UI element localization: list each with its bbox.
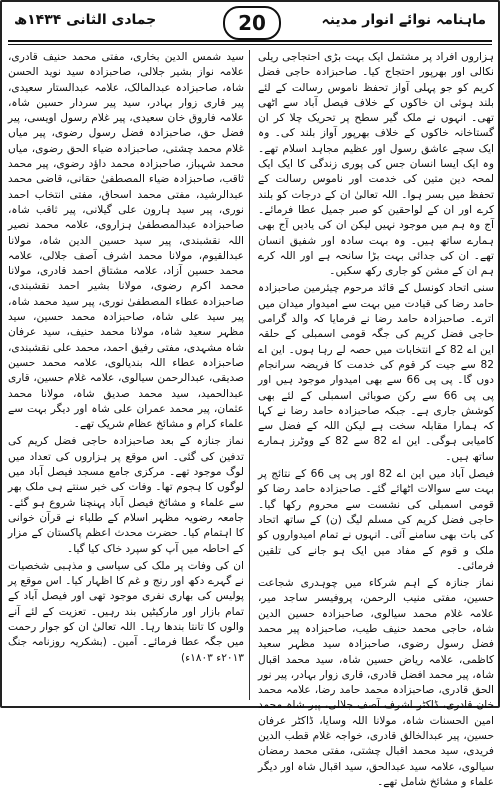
paragraph: سنی اتحاد کونسل کے قائد مرحوم چیئرمین صاحبزادہ حامد رضا کی قیادت میں بہت سے امیدوار میدان میں اترے۔ صاحبزادہ حامد رضا نے فرمایا کہ والد گرامی حاجی فضل کریم کی جگہ قومی اسمبلی کے حلقہ این اے 82 کے انتخابات میں حصہ لے رہا ہوں۔ این اے 82 سے جیت کر قوم کی خدمت کا فریضہ سرانجام دوں گا۔ پی پی 66 سے بھی امیدوار موجود ہیں اور پی پی 66 سے رکن صوبائی اسمبلی کے لئے بھی کوشش جاری ہے۔ جبکہ صاحبزادہ حامد رضا نے کہا کہ ہمارا مقابلہ سخت ہے لیکن اللہ کے فضل سے کامیابی ہوگی۔ این اے 82 سے 82 کے ووٹرز ہمارے ساتھ ہیں۔: [258, 282, 495, 463]
magazine-title: ماہنامہ نوائے انوار مدینہ: [321, 12, 486, 28]
paragraph: فیصل آباد میں این اے 82 اور پی پی 66 کے نتائج پر بہت سے سوالات اٹھائے گئے۔ صاحبزادہ حامد رضا کو قومی اسمبلی کی نشست سے محروم رکھا گیا۔ حاجی فضل کریم کی مسلم لیگ (ن) کے ساتھ اتحاد کی بات بھی سامنے آئی۔ انہوں نے تمام امیدواروں کو ملک و قوم کے مفاد میں ایک ہو جانے کی تلقین فرمائی۔: [258, 468, 495, 572]
left-column: [8, 50, 244, 700]
paragraph: نماز جنازہ کے بعد صاحبزادہ حاجی فضل کریم کی تدفین کی گئی۔ اس موقع پر ہزاروں کی تعداد میں لوگ موجود تھے۔ مرکزی جامع مسجد فیصل آباد میں لوگوں کا ہجوم تھا۔ وفات کی خبر سنتے ہی ملک بھر سے علماء و مشائخ فیصل آباد پہنچنا شروع ہو گئے۔ جامعہ رضویہ مظہر اسلام کے طلباء نے قرآن خوانی کا اہتمام کیا۔ حضرت محدث اعظم پاکستان کے مزار کے احاطہ میں آپ کو سپرد خاک کیا گیا۔: [8, 435, 244, 555]
header-rule: [8, 40, 492, 42]
paragraph: سید شمس الدین بخاری، مفتی محمد حنیف قادری، علامہ نواز بشیر جلالی، صاحبزادہ سید نوید الحسن شاہ، صاحبزادہ عبدالمالک، علامہ عبدالستار سعیدی، پیر قاری زوار بہادر، سید پیر سردار حسین شاہ، علامہ فاروق خان سعیدی، پیر غلام رسول اویسی، پیر فضل حق، صاحبزادہ فضل رسول رضوی، پیر میاں غلام محمد چشتی، صاحبزادہ ضیاء الحق رضوی، میاں محمد شہباز، صاحبزادہ محمد داؤد رضوی، پیر محمد ثاقب، صاحبزادہ ضیاء المصطفیٰ حقانی، قاضی محمد عبدالرشید، مفتی محمد اسحاق، مفتی انتخاب احمد نوری، پیر سید ہارون علی گیلانی، پیر ثاقب شاہ، صاحبزادہ عبدالمصطفیٰ ہزاروی، علامہ محمد نصیر اللہ نقشبندی، پیر سید حسین الدین شاہ، مولانا عبدالقیوم، مولانا محمد اشرف آصف جلالی، علامہ محمد حسین آزاد، علامہ مشتاق احمد قادری، مولانا محمد اکرم رضوی، مولانا بشیر احمد نقشبندی، صاحبزادہ عطاء المصطفیٰ نوری، پیر سید محمد شاہ، پیر سید علی شاہ، صاحبزادہ محمد حسین، سید مظہر سعید شاہ، مولانا محمد حنیف، سید عرفان شاہ مشہدی، مفتی رفیق احمد، محمد علی نقشبندی، صاحبزادہ عطاء اللہ بندیالوی، علامہ محمد حسین صدیقی، عبدالرحمن سیالوی، علامہ غلام حسین، قاری عبدالحمید، سید محمد صدیق شاہ، مولانا محمد عثمان، پیر محمد عمران علی شاہ اور دیگر بہت سے علماء کرام و مشائخ عظام شریک تھے۔: [8, 51, 244, 431]
header-rule-thin: [8, 44, 492, 45]
right-column: [258, 50, 495, 788]
issue-month: جمادی الثانی ۱۴۳۴ھ: [14, 12, 157, 28]
page-header: [2, 2, 498, 42]
paragraph: ہزاروں افراد پر مشتمل ایک بہت بڑی احتجاجی ریلی نکالی اور بھرپور احتجاج کیا۔ صاحبزادہ حاجی فضل کریم کو جو پہلی آواز تحفظ ناموس رسالت کے لئے بلند ہوئی ان خاکوں کے خلاف فیصل آباد سے اٹھی تھی۔ انہوں نے ملک گیر سطح پر تحریک چلا کر ان گستاخانہ خاکوں کے خلاف بھرپور آواز بلند کی۔ وہ ایک سچے عاشق رسول اور عظیم مجاہد اسلام تھے۔ وہ ایک ایسا انسان جس کی پوری زندگی کا ایک ایک لمحہ دین متین کی خدمت اور ناموس رسالت کے تحفظ میں بسر ہوا۔ اللہ تعالیٰ ان کے درجات کو بلند کرے اور ان کے لواحقین کو صبر جمیل عطا فرمائے۔ آج وہ ہم میں موجود نہیں لیکن ان کی یادیں آج بھی ہمارے ساتھ ہیں۔ وہ بہت سادہ اور شفیق انسان تھے۔ ان کی جدائی بہت بڑا سانحہ ہے اور اللہ کرے ہم ان کے مشن کو جاری رکھ سکیں۔: [258, 51, 494, 278]
page-number: 20: [223, 6, 281, 40]
paragraph: نماز جنازہ کے اہم شرکاء میں چوہدری شجاعت حسین، مفتی منیب الرحمن، پروفیسر ساجد میر، علامہ غلام محمد سیالوی، صاحبزادہ حسین الدین شاہ، حاجی محمد حنیف طیب، صاحبزادہ پیر محمد فضل رسول رضوی، صاحبزادہ سید مظہر سعید کاظمی، علامہ ریاض حسین شاہ، سید محمد اقبال شاہ، پیر محمد افضل قادری، قاری زوار بہادر، پیر نور الحق قادری، صاحبزادہ محمد حامد رضا، علامہ محمد خان قادری، ڈاکٹر اشرف آصف جلالی، پیر شاہ محمد امین الحسنات شاہ، مولانا اللہ وسایا، ڈاکٹر عرفان حسین، پیر عبدالخالق قادری، خواجہ غلام قطب الدین فریدی، سید محمد اقبال چشتی، مفتی محمد رمضان سیالوی، علامہ سید عبدالحق، سید اقبال شاہ اور دیگر علماء و مشائخ شامل تھے۔: [258, 577, 494, 788]
paragraph: ان کی وفات پر ملک کی سیاسی و مذہبی شخصیات نے گہرے دکھ اور رنج و غم کا اظہار کیا۔ اس موقع پر پولیس کی بھاری نفری موجود تھی اور فیصل آباد کے تمام بازار اور مارکیٹیں بند رہیں۔ تعزیت کے لئے آنے والوں کا تانتا بندھا رہا۔ اللہ تعالیٰ ان کو جوار رحمت میں جگہ عطا فرمائے۔ آمین۔ (بشکریہ روزنامہ جنگ ۲۰۱۳ء ۱۸۰۳ء): [8, 559, 244, 664]
column-divider: [249, 50, 250, 700]
